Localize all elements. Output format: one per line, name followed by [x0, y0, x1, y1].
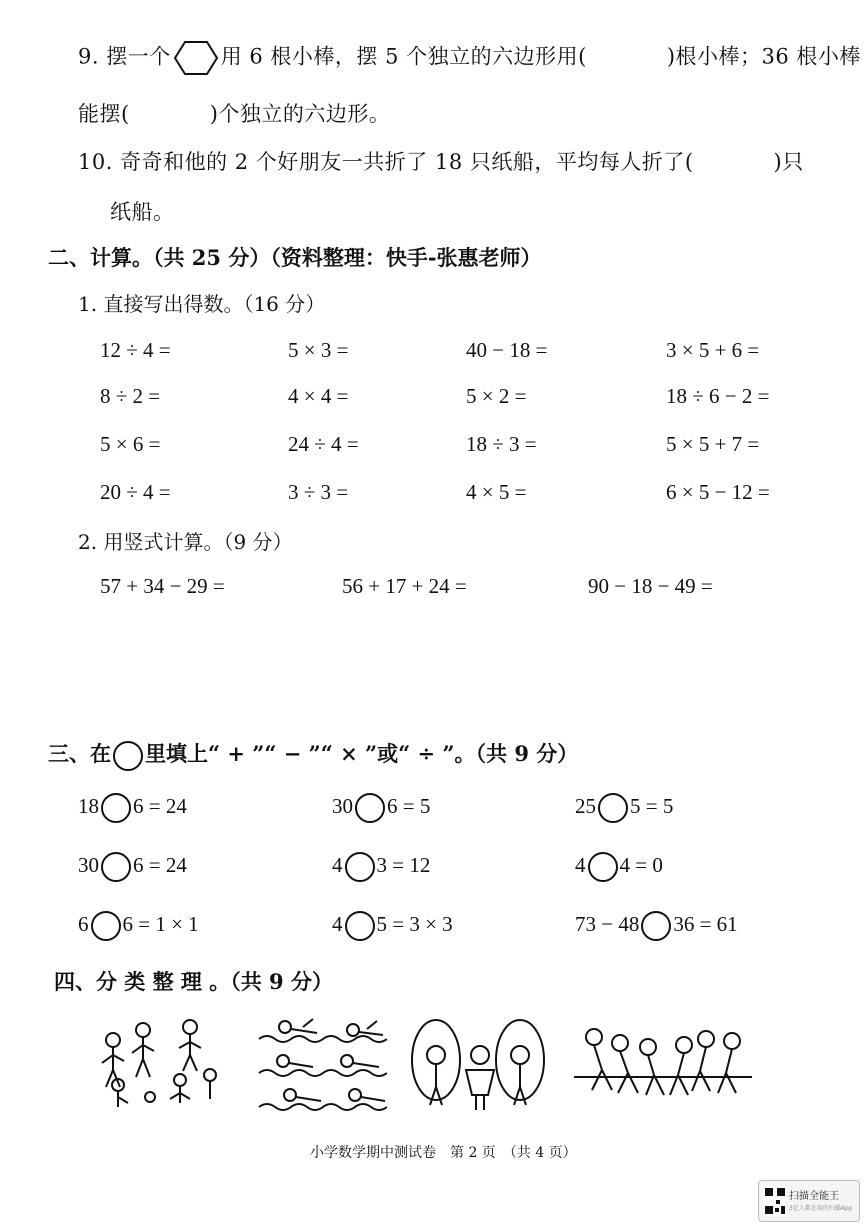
operator-item: 4 5 = 3 × 3: [332, 911, 453, 941]
question-9-line1: 9. 摆一个 用 6 根小棒，摆 5 个独立的六边形用( )根小棒；36 根小棒: [78, 40, 861, 76]
oral-item: 4 × 5 =: [466, 480, 527, 504]
rope-skipping-illustration: [408, 1015, 548, 1115]
qr-code-icon: [763, 1186, 787, 1216]
oral-item: 40 − 18 =: [466, 338, 548, 362]
swimmers-illustration: [255, 1015, 387, 1115]
vertical-item: 57 + 34 − 29 =: [100, 574, 225, 598]
operator-circle[interactable]: [355, 793, 385, 823]
operator-circle[interactable]: [345, 911, 375, 941]
oral-item: 24 ÷ 4 =: [288, 432, 359, 456]
oral-item: 3 ÷ 3 =: [288, 480, 349, 504]
hexagon-icon: [173, 40, 219, 76]
oral-item: 5 × 5 + 7 =: [666, 432, 760, 456]
badge-sub: 3亿人都在用的扫描App: [789, 1205, 853, 1212]
operator-circle[interactable]: [101, 852, 131, 882]
section-4-title: 四、分 类 整 理 。（共 9 分）: [54, 969, 333, 994]
oral-item: 18 ÷ 3 =: [466, 432, 537, 456]
section-2-sub2: 2. 用竖式计算。（9 分）: [78, 530, 293, 554]
operator-circle[interactable]: [345, 852, 375, 882]
badge-label: 扫描全能王: [789, 1191, 839, 1202]
operator-circle[interactable]: [101, 793, 131, 823]
operator-item: 4 3 = 12: [332, 852, 430, 882]
section-3-title: 三、在 里填上“ + ”“ − ”“ × ”或“ ÷ ”。（共 9 分）: [48, 738, 578, 771]
question-10-line1: 10. 奇奇和他的 2 个好朋友一共折了 18 只纸船，平均每人折了( )只: [78, 150, 804, 174]
operator-item: 25 5 = 5: [575, 793, 673, 823]
oral-item: 3 × 5 + 6 =: [666, 338, 760, 362]
operator-circle[interactable]: [598, 793, 628, 823]
operator-item: 73 − 48 36 = 61: [575, 911, 738, 941]
tug-of-war-illustration: [572, 1015, 754, 1115]
oral-item: 12 ÷ 4 =: [100, 338, 171, 362]
operator-item: 30 6 = 5: [332, 793, 430, 823]
football-players-illustration: [98, 1015, 220, 1115]
vertical-item: 56 + 17 + 24 =: [342, 574, 467, 598]
question-10-line2: 纸船。: [110, 200, 175, 224]
operator-item: 6 6 = 1 × 1: [78, 911, 199, 941]
section-2-title: 二、计算。（共 25 分）（资料整理：快手-张惠老师）: [48, 245, 542, 270]
oral-item: 4 × 4 =: [288, 384, 349, 408]
operator-circle[interactable]: [641, 911, 671, 941]
oral-item: 5 × 6 =: [100, 432, 161, 456]
oral-item: 6 × 5 − 12 =: [666, 480, 770, 504]
oral-item: 18 ÷ 6 − 2 =: [666, 384, 770, 408]
section-2-sub1: 1. 直接写出得数。（16 分）: [78, 292, 326, 316]
operator-item: 30 6 = 24: [78, 852, 187, 882]
page-footer: 小学数学期中测试卷 第 2 页 （共 4 页）: [310, 1145, 577, 1161]
operator-circle[interactable]: [588, 852, 618, 882]
oral-item: 5 × 2 =: [466, 384, 527, 408]
scanner-badge: [758, 1180, 860, 1222]
vertical-item: 90 − 18 − 49 =: [588, 574, 713, 598]
operator-item: 18 6 = 24: [78, 793, 187, 823]
operator-item: 4 4 = 0: [575, 852, 663, 882]
oral-item: 20 ÷ 4 =: [100, 480, 171, 504]
question-9-line2: 能摆( )个独立的六边形。: [78, 102, 391, 126]
circle-blank-icon: [113, 741, 143, 771]
operator-circle[interactable]: [91, 911, 121, 941]
oral-item: 5 × 3 =: [288, 338, 349, 362]
oral-item: 8 ÷ 2 =: [100, 384, 161, 408]
